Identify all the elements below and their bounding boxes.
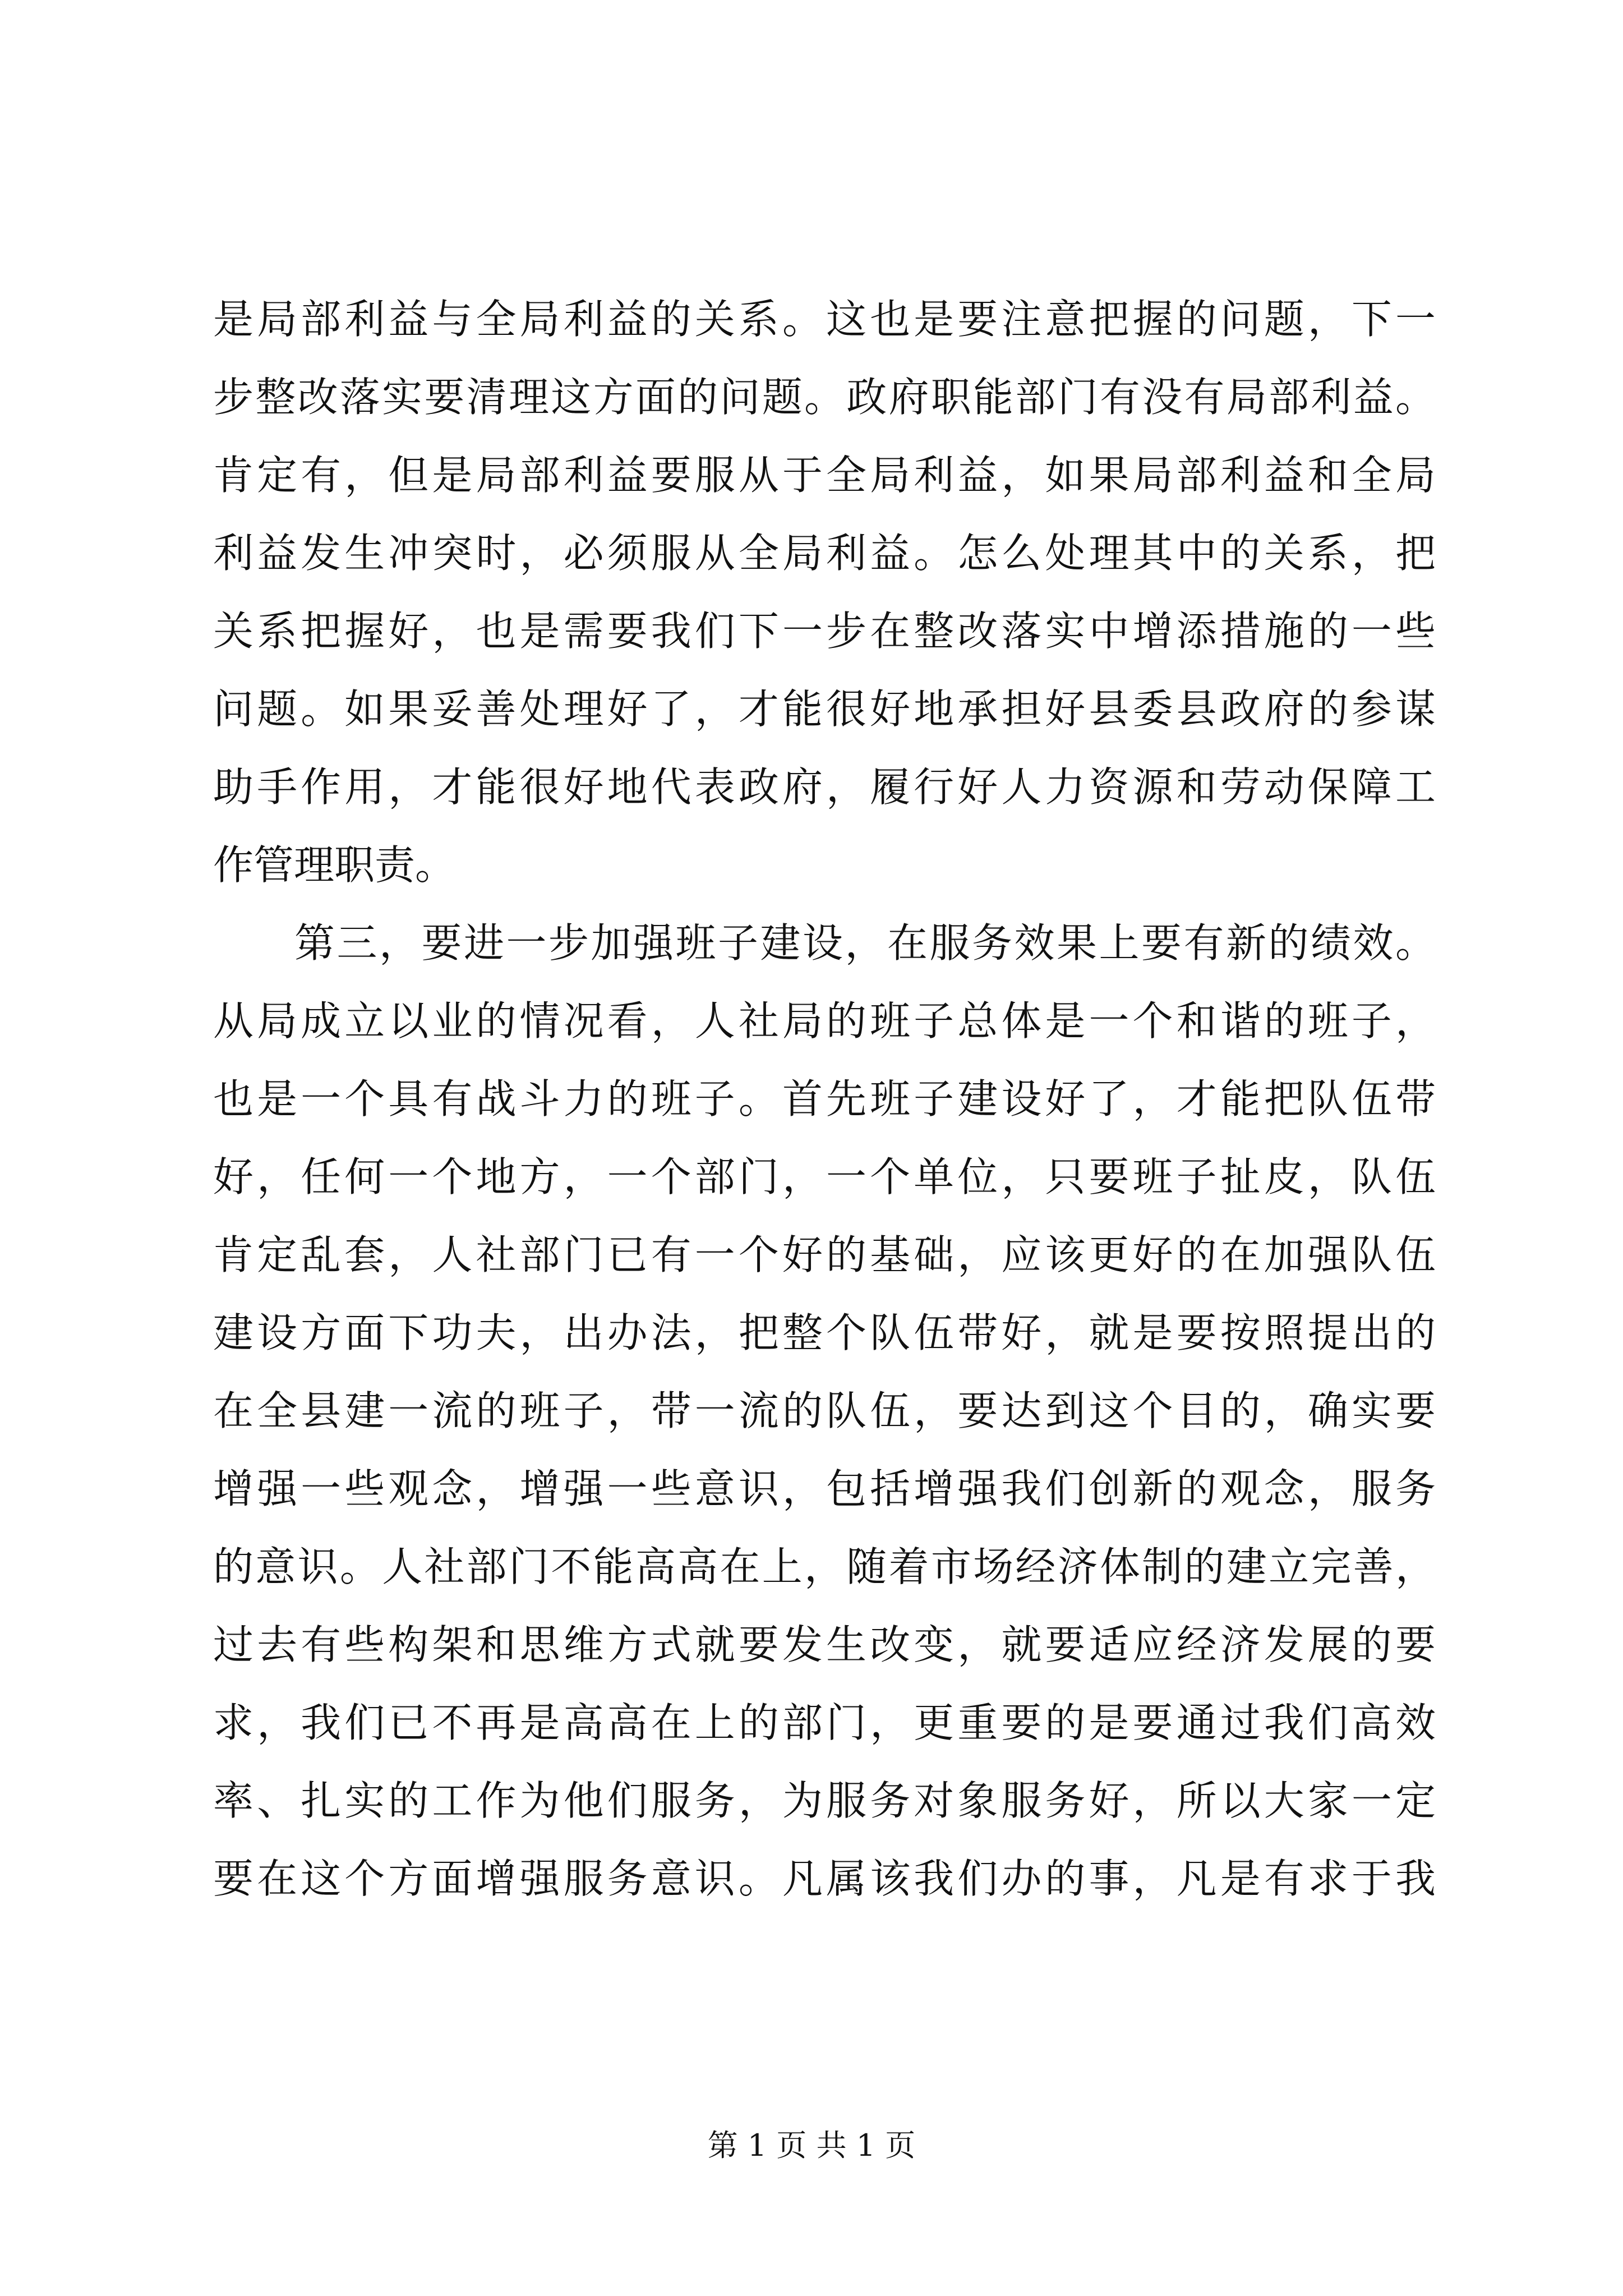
text-line: 过去有些构架和思维方式就要发生改变，就要适应经济发展的要 xyxy=(213,1621,1436,1668)
text-line: 也是一个具有战斗力的班子。首先班子建设好了，才能把队伍带 xyxy=(213,1075,1436,1122)
text-line: 建设方面下功夫，出办法，把整个队伍带好，就是要按照提出的 xyxy=(213,1309,1436,1356)
text-line: 步整改落实要清理这方面的问题。政府职能部门有没有局部利益。 xyxy=(213,374,1436,421)
text-line: 在全县建一流的班子，带一流的队伍，要达到这个目的，确实要 xyxy=(213,1387,1436,1434)
text-line: 关系把握好，也是需要我们下一步在整改落实中增添措施的一些 xyxy=(213,608,1436,655)
text-line: 助手作用，才能很好地代表政府，履行好人力资源和劳动保障工 xyxy=(213,763,1436,811)
text-line: 利益发生冲突时，必须服从全局利益。怎么处理其中的关系，把 xyxy=(213,530,1436,577)
text-line: 的意识。人社部门不能高高在上，随着市场经济体制的建立完善， xyxy=(213,1543,1436,1590)
body-text xyxy=(213,280,1436,1918)
text-line: 问题。如果妥善处理好了，才能很好地承担好县委县政府的参谋 xyxy=(213,685,1436,733)
text-line: 率、扎实的工作为他们服务，为服务对象服务好，所以大家一定 xyxy=(213,1777,1436,1824)
text-line: 肯定有，但是局部利益要服从于全局利益，如果局部利益和全局 xyxy=(213,452,1436,499)
text-line: 求，我们已不再是高高在上的部门，更重要的是要通过我们高效 xyxy=(213,1699,1436,1746)
text-line: 增强一些观念，增强一些意识，包括增强我们创新的观念，服务 xyxy=(213,1465,1436,1512)
page-number: 第 1 页 共 1 页 xyxy=(707,2128,916,2163)
text-line: 要在这个方面增强服务意识。凡属该我们办的事，凡是有求于我 xyxy=(213,1855,1436,1902)
text-line: 作管理职责。 xyxy=(213,841,456,889)
page-footer xyxy=(0,2126,1623,2165)
text-line: 肯定乱套，人社部门已有一个好的基础，应该更好的在加强队伍 xyxy=(213,1231,1436,1278)
text-line: 好，任何一个地方，一个部门，一个单位，只要班子扯皮，队伍 xyxy=(213,1153,1436,1200)
text-line: 从局成立以业的情况看，人社局的班子总体是一个和谐的班子， xyxy=(213,997,1436,1045)
text-line: 是局部利益与全局利益的关系。这也是要注意把握的问题，下一 xyxy=(213,296,1436,343)
paragraph-start-line: 第三，要进一步加强班子建设，在服务效果上要有新的绩效。 xyxy=(294,919,1436,967)
